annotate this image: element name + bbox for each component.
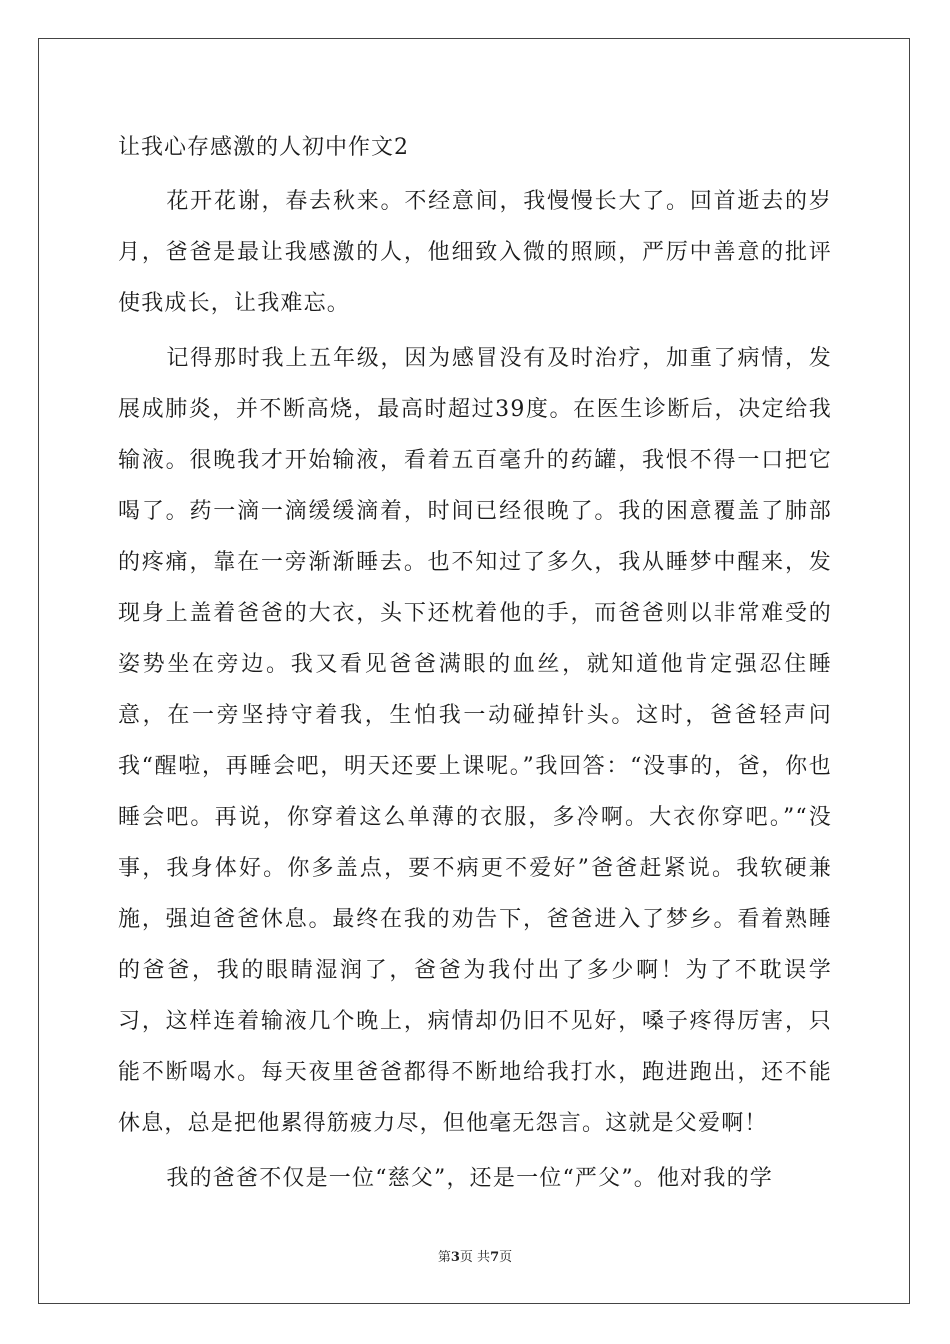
page-current-number: 3 (450, 1250, 460, 1265)
page-suffix: 页 (499, 1250, 513, 1265)
document-title: 让我心存感激的人初中作文2 (118, 135, 409, 160)
page-total-number: 7 (490, 1250, 500, 1265)
paragraph-3: 我的爸爸不仅是一位“慈父”，还是一位“严父”。他对我的学 (166, 1166, 773, 1191)
page-mid: 页 共 (459, 1250, 491, 1265)
page-prefix: 第 (437, 1250, 451, 1265)
paragraph-1: 花开花谢，春去秋来。不经意间，我慢慢长大了。回首逝去的岁月，爸爸是最让我感激的人，他细致入微的照顾，严厉中善意的批评使我成长，让我难忘。 (118, 189, 832, 316)
paragraph-2: 记得那时我上五年级，因为感冒没有及时治疗，加重了病情，发展成肺炎，并不断高烧，最高时超过39度。在医生诊断后，决定给我输液。很晚我才开始输液，看着五百毫升的药罐，我恨不得一口把它喝了。药一滴一滴缓缓滴着，时间已经很晚了。我的困意覆盖了肺部的疼痛，靠在一旁渐渐睡去。也不知过了多久，我从睡梦中醒来，发现身上盖着爸爸的大衣，头下还枕着他的手，而爸爸则以非常难受的姿势坐在旁边。我又看见爸爸满眼的血丝，就知道他肯定强忍住睡意，在一旁坚持守着我，生怕我一动碰掉针头。这时，爸爸轻声问我“醒啦，再睡会吧，明天还要上课呢。”我回答：“没事的，爸，你也睡会吧。再说，你穿着这么单薄的衣服，多冷啊。大衣你穿吧。”“没事，我身体好。你多盖点，要不病更不爱好”爸爸赶紧说。我软硬兼施，强迫爸爸休息。最终在我的劝告下，爸爸进入了梦乡。看着熟睡的爸爸，我的眼睛湿润了，爸爸为我付出了多少啊！为了不耽误学习，这样连着输液几个晚上，病情却仍旧不见好，嗓子疼得厉害，只能不断喝水。每天夜里爸爸都得不断地给我打水，跑进跑出，还不能休息，总是把他累得筋疲力尽，但他毫无怨言。这就是父爱啊！ (118, 346, 832, 1136)
page-footer (0, 1246, 950, 1265)
document-body (118, 128, 832, 1208)
